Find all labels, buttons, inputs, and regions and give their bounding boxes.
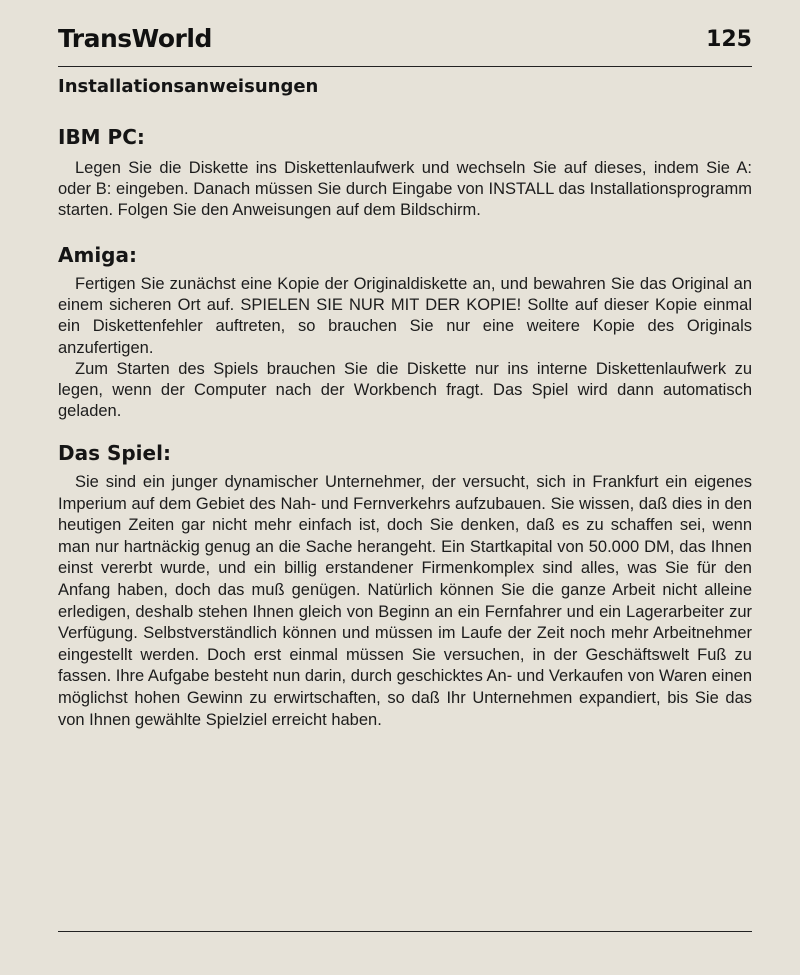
page-subtitle: Installationsanweisungen	[58, 76, 319, 97]
section-heading-ibm-pc: IBM PC:	[58, 125, 145, 149]
section-heading-das-spiel: Das Spiel:	[58, 441, 171, 465]
section-das-spiel	[58, 440, 752, 731]
page-header-container	[58, 24, 752, 56]
page-number: 125	[706, 27, 752, 52]
spiel-paragraph-1: Sie sind ein junger dynamischer Unternehmer, der versucht, sich in Frankfurt ein eigenes Imperium auf dem Gebiet des Nah- und Fernverkehrs aufzubauen. Sie wissen, daß dies in den heutigen Zeiten gar nicht mehr einfach ist, doch Sie denken, daß es zu schaffen sei, wenn man nur hartnäckig genug an die Sache herangeht. Ein Startkapital von 50.000 DM, das Ihnen einst vererbt wurde, und ein billig erstandener Firmenkomplex sind alles, was Sie für den Anfang haben, doch das muß genügen. Natürlich können Sie die ganze Arbeit nicht alleine erledigen, deshalb stehen Ihnen gleich von Beginn an ein Fernfahrer und ein Lagerarbeiter zur Verfügung. Selbstverständlich können und müssen im Laufe der Zeit noch mehr Arbeitnehmer eingestellt werden. Doch erst einmal müssen Sie versuchen, in der Geschäftswelt Fuß zu fassen. Ihre Aufgabe besteht nun darin, durch geschicktes An- und Verkaufen von Waren einen möglichst hohen Gewinn zu erwirtschaften, so daß Ihr Unternehmen expandiert, bis Sie das von Ihnen gewählte Spielziel erreicht haben.	[58, 473, 752, 729]
section-amiga	[58, 242, 752, 422]
page-header	[58, 24, 752, 56]
brand-title: TransWorld	[58, 24, 212, 53]
ibm-paragraph-1: Legen Sie die Diskette ins Diskettenlaufwerk und wechseln Sie auf dieses, indem Sie A: oder B: eingeben. Danach müssen Sie durch Eingabe von INSTALL das Installationsprogramm starten. Folgen Sie den Anweisungen auf dem Bildschirm.	[58, 159, 752, 220]
amiga-paragraph-1: Fertigen Sie zunächst eine Kopie der Originaldiskette an, und bewahren Sie das Original an einem sicheren Ort auf. SPIELEN SIE NUR MIT DER KOPIE! Sollte auf dieser Kopie einmal ein Diskettenfehler auftreten, so brauchen Sie nur eine weitere Kopie des Originals anzufertigen.	[58, 275, 752, 357]
section-heading-amiga: Amiga:	[58, 243, 137, 267]
section-ibm-pc	[58, 124, 752, 222]
header-divider	[58, 66, 752, 67]
footer-divider	[58, 931, 752, 932]
amiga-paragraph-2: Zum Starten des Spiels brauchen Sie die Diskette nur ins interne Diskettenlaufwerk zu legen, wenn der Computer nach der Workbench fragt. Das Spiel wird dann automatisch geladen.	[58, 359, 752, 421]
